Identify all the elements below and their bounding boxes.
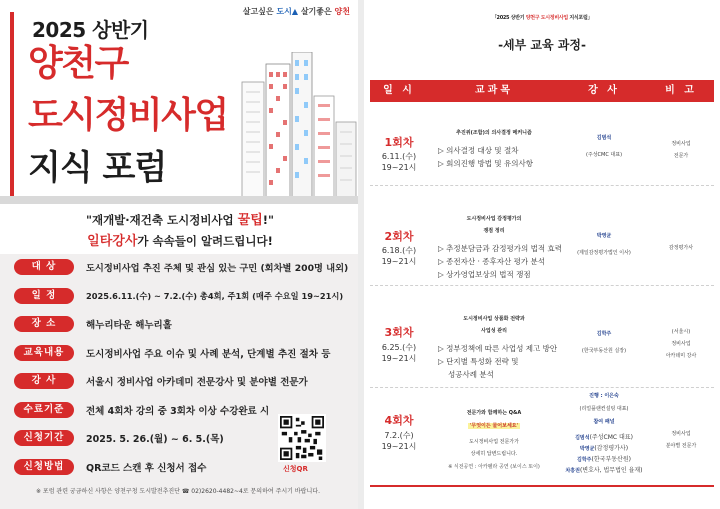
note-line: 아카데미 강사	[665, 353, 697, 359]
callout-line-2: 일타강사가 속속들이 알려드립니다!	[87, 234, 273, 249]
mountain-icon: ▲	[291, 7, 299, 16]
topic-title: 전문가와 함께하는 Q&A	[466, 410, 522, 416]
session-time: 19~21시	[381, 163, 417, 172]
ground-strip	[0, 196, 358, 204]
info-label: 신청기간	[14, 430, 74, 446]
header-lecturer: 강 사	[588, 85, 620, 96]
topic-title: 도시정비사업 감정평가의	[466, 216, 522, 222]
info-label: 일 정	[14, 288, 74, 304]
lecturer-org: (한국부동산원 실장)	[581, 348, 627, 354]
curriculum-poster	[364, 0, 720, 509]
info-value: 전체 4회차 강의 중 3회차 이상 수강완료 시	[86, 406, 270, 417]
topic-bullet: ▷ 회의진행 방법 및 유의사항	[438, 159, 533, 168]
session-time: 19~21시	[381, 257, 417, 266]
bottom-rule	[370, 485, 714, 487]
panel-member: 김학주(한국부동산원)	[577, 456, 631, 463]
moderator-org: (리얼플랜컨설팅 대표)	[579, 406, 629, 412]
lecturer-org: (제일감정평가법인 이사)	[577, 250, 631, 256]
curriculum-subtitle: -세부 교육 과정-	[498, 38, 586, 52]
poster-year: 2025 상반기	[32, 18, 149, 42]
info-row-schedule	[14, 288, 350, 304]
lecturer-name: 김범석	[596, 135, 612, 141]
info-label: 신청방법	[14, 459, 74, 475]
district-slogan: 살고싶은 도시▲ 살기좋은 양천	[242, 7, 350, 16]
lecturer-name: 박영균	[596, 233, 612, 239]
info-label: 교육내용	[14, 345, 74, 361]
table-row	[370, 104, 714, 186]
note-line: 전문가	[673, 153, 689, 159]
session-date: 6.18.(수)	[381, 246, 417, 255]
topic-bullet: ▷ 정부정책에 따른 사업성 제고 방안	[438, 344, 558, 353]
poster-title-district: 양천구	[28, 43, 128, 84]
qr-code-icon[interactable]	[278, 414, 326, 462]
accent-bar	[10, 12, 14, 202]
info-label: 장 소	[14, 316, 74, 332]
note-line: 분야별 전문가	[665, 443, 697, 449]
topic-desc: 상세히 답변드립니다.	[470, 451, 518, 457]
panel-member: 차흥권(변호사, 법무법인 율재)	[565, 467, 643, 474]
note-line: 정비사업	[671, 141, 691, 147]
curriculum-title: 「2025 상반기 양천구 도시정비사업 지식포럼」	[491, 15, 593, 21]
info-value: 도시정비사업 주요 이슈 및 사례 분석, 단계별 추진 절차 등	[86, 349, 331, 360]
header-note: 비 고	[665, 85, 697, 96]
panel-member: 박영균(감정평가사)	[579, 445, 629, 452]
contact-footnote: ※ 포럼 관련 궁금하신 사항은 양천구청 도시발전추진단 ☎ 02)2620-4482~4로 문의하여 주시기 바랍니다.	[36, 488, 320, 495]
poster-title-subject: 도시정비사업	[28, 95, 228, 136]
poster-title-forum: 지식 포럼	[28, 148, 167, 188]
callout-banner	[10, 205, 350, 253]
lecturer-name: 김학주	[596, 331, 612, 337]
qr-label: 신청QR	[283, 465, 308, 473]
table-row	[370, 388, 714, 484]
topic-desc: 도시정비사업 전문가가	[469, 439, 519, 445]
note-line: 정비사업	[671, 341, 691, 347]
info-row-target	[14, 259, 350, 275]
session-time: 19~21시	[381, 354, 417, 363]
note-line: 감정평가사	[668, 245, 694, 251]
session-number: 3회차	[384, 326, 414, 339]
info-label: 대 상	[14, 259, 74, 275]
note-line: 정비사업	[671, 431, 691, 437]
table-row	[370, 186, 714, 286]
session-date: 6.25.(수)	[381, 343, 417, 352]
table-header	[370, 80, 714, 102]
topic-title: 쟁점 정리	[483, 228, 505, 234]
topic-bullet: ▷ 의사결정 대상 및 절차	[438, 146, 519, 155]
topic-bullet: 성공사례 분석	[448, 370, 494, 379]
topic-title: 추진위(조합)의 의사결정 메커니즘	[456, 130, 532, 136]
info-label: 수료기준	[14, 402, 74, 418]
lecturer-org: (주성CMC 대표)	[585, 152, 623, 158]
info-value: 도시정비사업 추진 주체 및 관심 있는 구민 (회차별 200명 내외)	[86, 263, 349, 274]
info-row-venue	[14, 316, 350, 332]
moderator: 진행 : 이은숙	[589, 393, 619, 399]
forum-poster	[0, 0, 358, 509]
header-subject: 교과목	[475, 85, 513, 96]
callout-line-1: "재개발·재건축 도시정비사업 꿀팁!"	[85, 213, 275, 228]
info-value: QR코드 스캔 후 신청서 접수	[86, 463, 207, 474]
info-value: 2025. 5. 26.(월) ~ 6. 5.(목)	[86, 434, 224, 445]
info-row-lecturer	[14, 373, 350, 389]
info-row-content	[14, 345, 350, 361]
session-number: 1회차	[384, 136, 414, 149]
header-datetime: 일 시	[383, 85, 415, 96]
session-number: 4회차	[384, 414, 414, 427]
topic-bullet: ▷ 종전자산 · 종후자산 평가 분석	[438, 257, 546, 266]
session-time: 19~21시	[381, 442, 417, 451]
topic-extra: ※ 식전공연 : 아카펠라 공연 (보이스 또이)	[448, 464, 540, 470]
session-number: 2회차	[384, 230, 414, 243]
topic-title: 도시정비사업 상품화 전략과	[463, 316, 525, 322]
info-value: 2025.6.11.(수) ~ 7.2.(수) 총4회, 주1회 (매주 수요일 19~21시)	[86, 290, 344, 301]
session-date: 7.2.(수)	[384, 431, 414, 440]
topic-bullet: ▷ 상가영업보상의 법적 쟁점	[438, 270, 531, 279]
city-skyline-illustration	[238, 52, 358, 202]
topic-bullet: ▷ 추정분담금과 감정평가의 법적 효력	[438, 244, 562, 253]
topic-bullet: ▷ 단지별 특성화 전략 및	[438, 357, 519, 366]
session-date: 6.11.(수)	[381, 152, 417, 161]
table-row	[370, 286, 714, 388]
info-value: 서울시 정비사업 아카데미 전문강사 및 분야별 전문가	[86, 377, 308, 388]
info-value: 해누리타운 해누리홀	[86, 320, 172, 331]
panel-member: 김범석(주성CMC 대표)	[575, 434, 633, 441]
info-label: 강 사	[14, 373, 74, 389]
note-line: (서울시)	[671, 329, 691, 335]
panel-heading: 참여 패널	[593, 419, 615, 425]
topic-title: 사업성 관리	[481, 328, 507, 334]
topic-highlight: '무엇이든 물어보세요'	[469, 423, 519, 429]
